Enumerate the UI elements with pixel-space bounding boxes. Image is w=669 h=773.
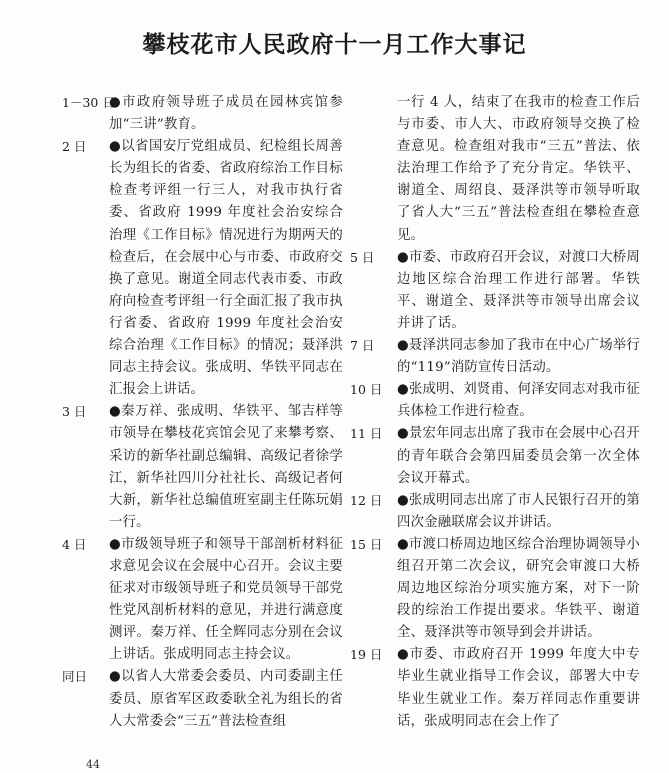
event-entry bbox=[62, 401, 343, 534]
event-date: 7 日 bbox=[350, 338, 375, 354]
event-text: ●张成明同志出席了市人民银行召开的第四次金融联席会议并讲话。 bbox=[397, 492, 640, 530]
left-column bbox=[62, 92, 343, 733]
event-text: ●张成明、刘贤甫、何泽安同志对我市征兵体检工作进行检查。 bbox=[397, 382, 640, 420]
event-entry bbox=[350, 335, 640, 379]
event-date: 19 日 bbox=[350, 647, 383, 663]
event-date: 12 日 bbox=[350, 492, 383, 508]
event-text: ●以省国安厅党组成员、纪检组长周善长为组长的省委、省政府综治工作目标检查考评组一行三人，对我市执行省委、省政府 1999 年度社会治安综合治理《工作目标》情况进行为期两天的检查后，在会展中心与市委、市政府交换了意见。谢道全同志代表市委、市政府向检查考评组一行全面汇报了我市执行省委、省政府 1999 年度社会治安综合治理《工作目标》的情况；聂泽洪同志主持会议。张成明、华铁平同志在汇报会上讲话。 bbox=[109, 139, 343, 398]
event-date: 同日 bbox=[62, 669, 88, 685]
event-text: ●市渡口桥周边地区综合治理协调领导小组召开第二次会议，研究会审渡口大桥周边地区综治分项实施方案，对下一阶段的综治工作提出要求。华铁平、谢道全、聂泽洪等市领导到会并讲话。 bbox=[397, 536, 640, 641]
event-entry bbox=[62, 534, 343, 667]
event-text: ●聂泽洪同志参加了我市在中心广场举行的“119”消防宣传日活动。 bbox=[397, 338, 640, 376]
event-date: 5 日 bbox=[350, 249, 375, 265]
event-text: ●秦万祥、张成明、华铁平、邹吉样等市领导在攀枝花宾馆会见了来攀考察、采访的新华社副总编辑、高级记者徐学江，新华社四川分社社长、高级记者何大新，新华社总编值班室副主任陈玩娟一行。 bbox=[109, 404, 343, 530]
event-entry bbox=[350, 247, 640, 335]
event-text: 一行 4 人，结束了在我市的检查工作后与市委、市人大、市政府领导交换了检查意见。检查组对我市“三五”普法、依法治理工作给予了充分肯定。华铁平、谢道全、周绍良、聂泽洪等市领导听取了省人大“三五”普法检查组在攀检查意见。 bbox=[397, 95, 640, 243]
event-entry bbox=[350, 644, 640, 732]
event-text: ●市政府领导班子成员在园林宾馆参加“三讲”教育。 bbox=[109, 95, 343, 133]
event-date: 10 日 bbox=[350, 382, 383, 398]
event-date: 1－30 日 bbox=[62, 95, 115, 110]
event-entry bbox=[350, 423, 640, 489]
event-text: ●景宏年同志出席了我市在会展中心召开的青年联合会第四届委员会第一次全体会议开幕式。 bbox=[397, 426, 640, 486]
event-date: 11 日 bbox=[350, 426, 383, 442]
event-text: ●市委、市政府召开 1999 年度大中专毕业生就业指导工作会议，部署大中专毕业生就业工作。秦万祥同志作重要讲话，张成明同志在会上作了 bbox=[397, 647, 640, 729]
event-text: ●以省人大常委会委员、内司委副主任委员、原省军区政委耿全礼为组长的省人大常委会“三五”普法检查组 bbox=[109, 669, 343, 729]
event-text: ●市委、市政府召开会议，对渡口大桥周边地区综合治理工作进行部署。华铁平、谢道全、聂泽洪等市领导出席会议并讲了话。 bbox=[397, 249, 640, 331]
event-entry bbox=[350, 534, 640, 644]
page-number: 44 bbox=[86, 758, 100, 771]
event-entry bbox=[62, 136, 343, 401]
event-date: 15 日 bbox=[350, 536, 383, 552]
event-date: 4 日 bbox=[62, 536, 87, 552]
event-entry bbox=[350, 92, 640, 247]
event-entry bbox=[62, 92, 343, 136]
event-date: 2 日 bbox=[62, 139, 87, 155]
event-entry bbox=[350, 490, 640, 534]
right-column bbox=[350, 92, 640, 733]
event-text: ●市级领导班子和领导干部剖析材料征求意见会议在会展中心召开。会议主要征求对市级领导班子和党员领导干部党性党风剖析材料的意见，并进行满意度测评。秦万祥、任全辉同志分别在会议上讲话。张成明同志主持会议。 bbox=[109, 536, 343, 663]
event-entry bbox=[62, 666, 343, 732]
event-date: 3 日 bbox=[62, 404, 87, 420]
page-title: 攀枝花市人民政府十一月工作大事记 bbox=[142, 31, 527, 58]
event-entry bbox=[350, 379, 640, 423]
